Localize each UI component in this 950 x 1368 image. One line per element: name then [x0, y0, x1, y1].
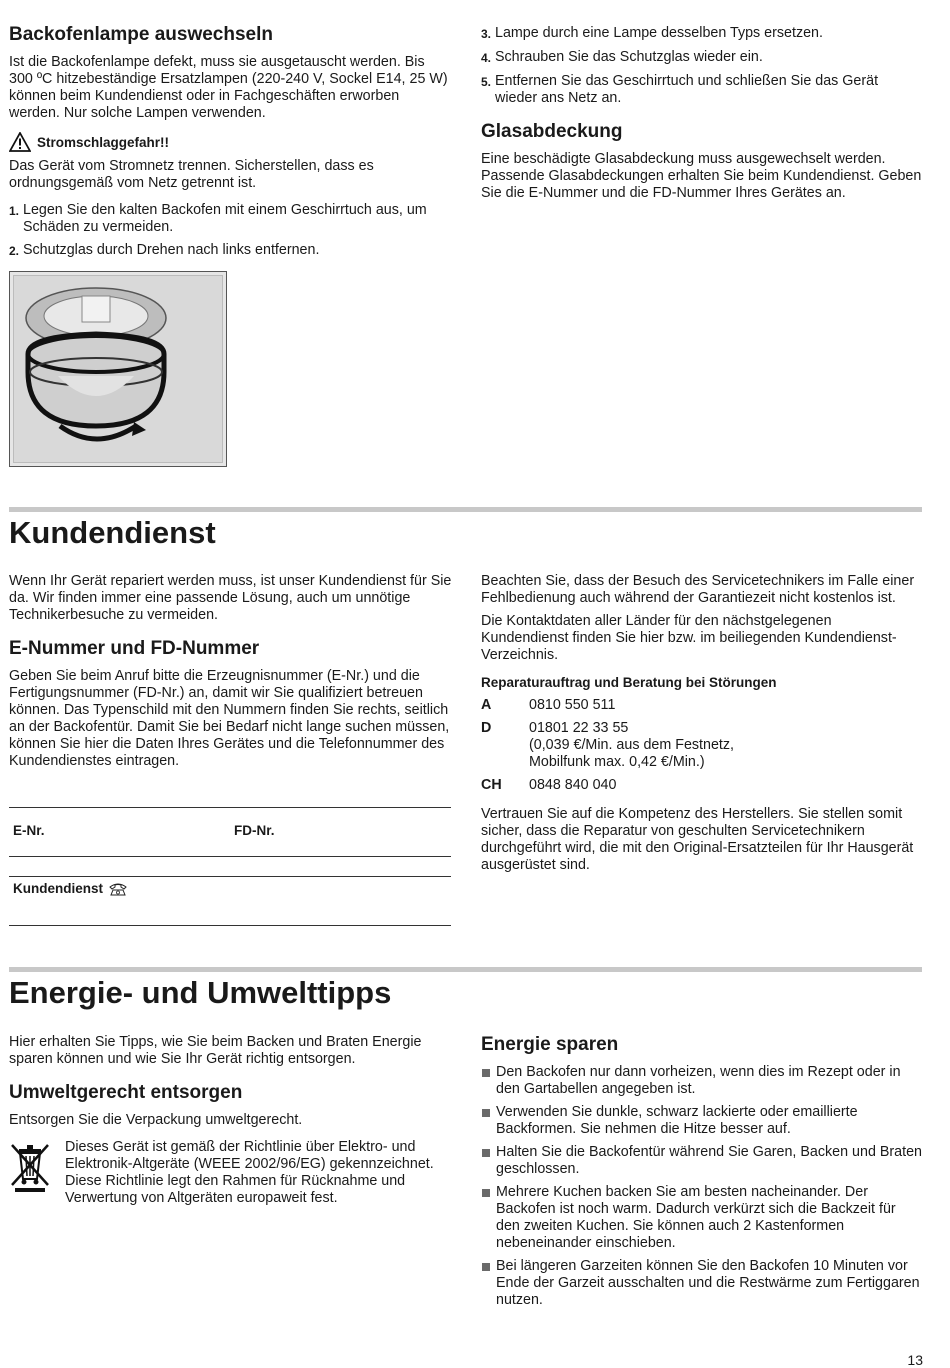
warning-text: Das Gerät vom Stromnetz trennen. Sicherstellen, dass es ordnungsgemäß vom Netz getrennt ist.: [9, 158, 374, 191]
list-item: Den Backofen nur dann vorheizen, wenn dies im Rezept oder in den Gartabellen angegeben ist.: [481, 1064, 922, 1098]
contact-row: A 0810 550 511: [481, 697, 616, 713]
list-item: Bei längeren Garzeiten können Sie den Backofen 10 Minuten vor Ende der Garzeit ausschalten und die Restwärme zum Fertiggaren nutzen.: [481, 1258, 922, 1309]
energy-right-column: [481, 1034, 922, 1315]
energy-left-column: [9, 1034, 452, 1207]
save-title: Energie sparen: [481, 1034, 619, 1055]
weee-text: Dieses Gerät ist gemäß der Richtlinie über Elektro- und Elektronik-Altgeräte (WEEE 2002/96/EG) gekennzeichnet. Diese Richtlinie legt den Rahmen für Rücknahme und Verwertung von Altgeräten europaweit fest.: [65, 1139, 434, 1206]
energy-tips-list: [481, 1064, 922, 1309]
warning-triangle-icon: [9, 132, 31, 152]
energy-title: Energie- und Umwelttipps: [9, 975, 392, 1010]
list-item: Halten Sie die Backofentür während Sie Garen, Backen und Braten geschlossen.: [481, 1144, 922, 1178]
bullet-square-icon: [482, 1149, 490, 1157]
form-line: [9, 856, 451, 857]
enr-text: Geben Sie beim Anruf bitte die Erzeugnisnummer (E‑Nr.) und die Fertigungsnummer (FD‑Nr.) an, damit wir Sie qualifiziert betreuen können. Das Typenschild mit den Nummern finden Sie rechts, seitlich an der Backofentür. Damit Sie bei Bedarf nicht lange suchen müssen, können Sie hier die Daten Ihres Gerätes und die Telefonnummer des Kundendienstes eintragen.: [9, 668, 450, 769]
glass-text: Eine beschädigte Glasabdeckung muss ausgewechselt werden. Passende Glasabdeckungen erhalten Sie beim Kundendienst. Geben Sie die E‑Nummer und die FD‑Nummer Ihres Gerätes an.: [481, 151, 922, 201]
bullet-square-icon: [482, 1109, 490, 1117]
lamp-title: Backofenlampe auswechseln: [9, 24, 273, 45]
lamp-steps-left: [9, 202, 452, 260]
section-divider: [9, 967, 922, 972]
form-line: [9, 925, 451, 926]
service-title: Kundendienst: [9, 515, 216, 550]
warning-heading: [9, 132, 452, 152]
form-line: [9, 876, 451, 877]
service-left-column: [9, 573, 452, 776]
energy-intro: Hier erhalten Sie Tipps, wie Sie beim Backen und Braten Energie sparen können und wie Sie Ihr Gerät richtig entsorgen.: [9, 1034, 422, 1067]
service-note-1: Beachten Sie, dass der Besuch des Servicetechnikers im Falle einer Fehlbedienung auch während der Garantiezeit nicht kostenlos ist.: [481, 573, 915, 606]
bullet-square-icon: [482, 1263, 490, 1271]
lamp-intro: Ist die Backofenlampe defekt, muss sie ausgetauscht werden. Bis 300 ºC hitzebeständige Ersatzlampen (220‑240 V, Sockel E14, 25 W) können beim Kundendienst oder in Fachgeschäften erworben werden. Nur solche Lampen verwenden.: [9, 54, 448, 121]
trust-text: Vertrauen Sie auf die Kompetenz des Herstellers. Sie stellen somit sicher, dass die Reparatur von geschulten Servicetechnikern durchgeführt wird, die mit den Original-Ersatzteilen für Ihr Hausgerät ausgerüstet sind.: [481, 806, 914, 873]
warning-label: Stromschlaggefahr!!: [37, 134, 170, 150]
dispose-text: Entsorgen Sie die Verpackung umweltgerecht.: [9, 1112, 303, 1128]
contact-row: CH 0848 840 040: [481, 777, 617, 793]
page-number: 13: [907, 1352, 923, 1368]
lamp-steps-right: [481, 25, 922, 107]
contact-row: D 01801 22 33 55 (0,039 €/Min. aus dem Festnetz, Mobilfunk max. 0,42 €/Min.): [481, 720, 735, 770]
lamp-glass-illustration: [14, 276, 222, 462]
list-item: Mehrere Kuchen backen Sie am besten nacheinander. Der Backofen ist noch warm. Dadurch verkürzt sich die Backzeit für den zweiten Kuchen. Sie können auch 2 Kastenformen nebeneinander einschieben.: [481, 1184, 922, 1252]
service-note-2: Die Kontaktdaten aller Länder für den nächstgelegenen Kundendienst finden Sie hier bzw. im beiliegenden Kundendienst-Verzeichnis.: [481, 613, 897, 663]
step-item: 3. Lampe durch eine Lampe desselben Typs ersetzen.: [481, 25, 823, 41]
section-divider: [9, 507, 922, 512]
form-line: [9, 807, 451, 808]
step-item: 1. Legen Sie den kalten Backofen mit einem Geschirrtuch aus, um Schäden zu vermeiden.: [9, 202, 427, 235]
weee-block: [9, 1139, 452, 1207]
lamp-cover-illustration: [9, 271, 227, 467]
service-field-label: Kundendienst: [13, 881, 103, 896]
step-item: 2. Schutzglas durch Drehen nach links entfernen.: [9, 242, 320, 258]
list-item: Verwenden Sie dunkle, schwarz lackierte oder emaillierte Backformen. Sie nehmen die Hitze besser auf.: [481, 1104, 922, 1138]
service-intro: Wenn Ihr Gerät repariert werden muss, ist unser Kundendienst für Sie da. Wir finden immer eine passende Lösung, auch um unnötige Technikerbesuche zu vermeiden.: [9, 573, 452, 623]
service-right-column: [481, 573, 922, 880]
enr-title: E‑Nummer und FD‑Nummer: [9, 638, 260, 659]
enr-field-label: E‑Nr.: [13, 823, 45, 838]
bullet-square-icon: [482, 1189, 490, 1197]
step-item: 5. Entfernen Sie das Geschirrtuch und schließen Sie das Gerät wieder ans Netz an.: [481, 73, 879, 106]
glass-title: Glasabdeckung: [481, 121, 623, 142]
service-phone-field: [13, 881, 128, 896]
dispose-title: Umweltgerecht entsorgen: [9, 1082, 243, 1103]
fdnr-field-label: FD‑Nr.: [234, 823, 275, 838]
crossed-bin-icon: [9, 1139, 53, 1193]
telephone-icon: [108, 882, 128, 896]
contacts-title: Reparaturauftrag und Beratung bei Störungen: [481, 675, 777, 690]
step-item: 4. Schrauben Sie das Schutzglas wieder ein.: [481, 49, 763, 65]
contacts-table: [481, 697, 734, 800]
lamp-section: [9, 24, 452, 266]
bullet-square-icon: [482, 1069, 490, 1077]
lamp-steps-right-column: [481, 25, 922, 208]
